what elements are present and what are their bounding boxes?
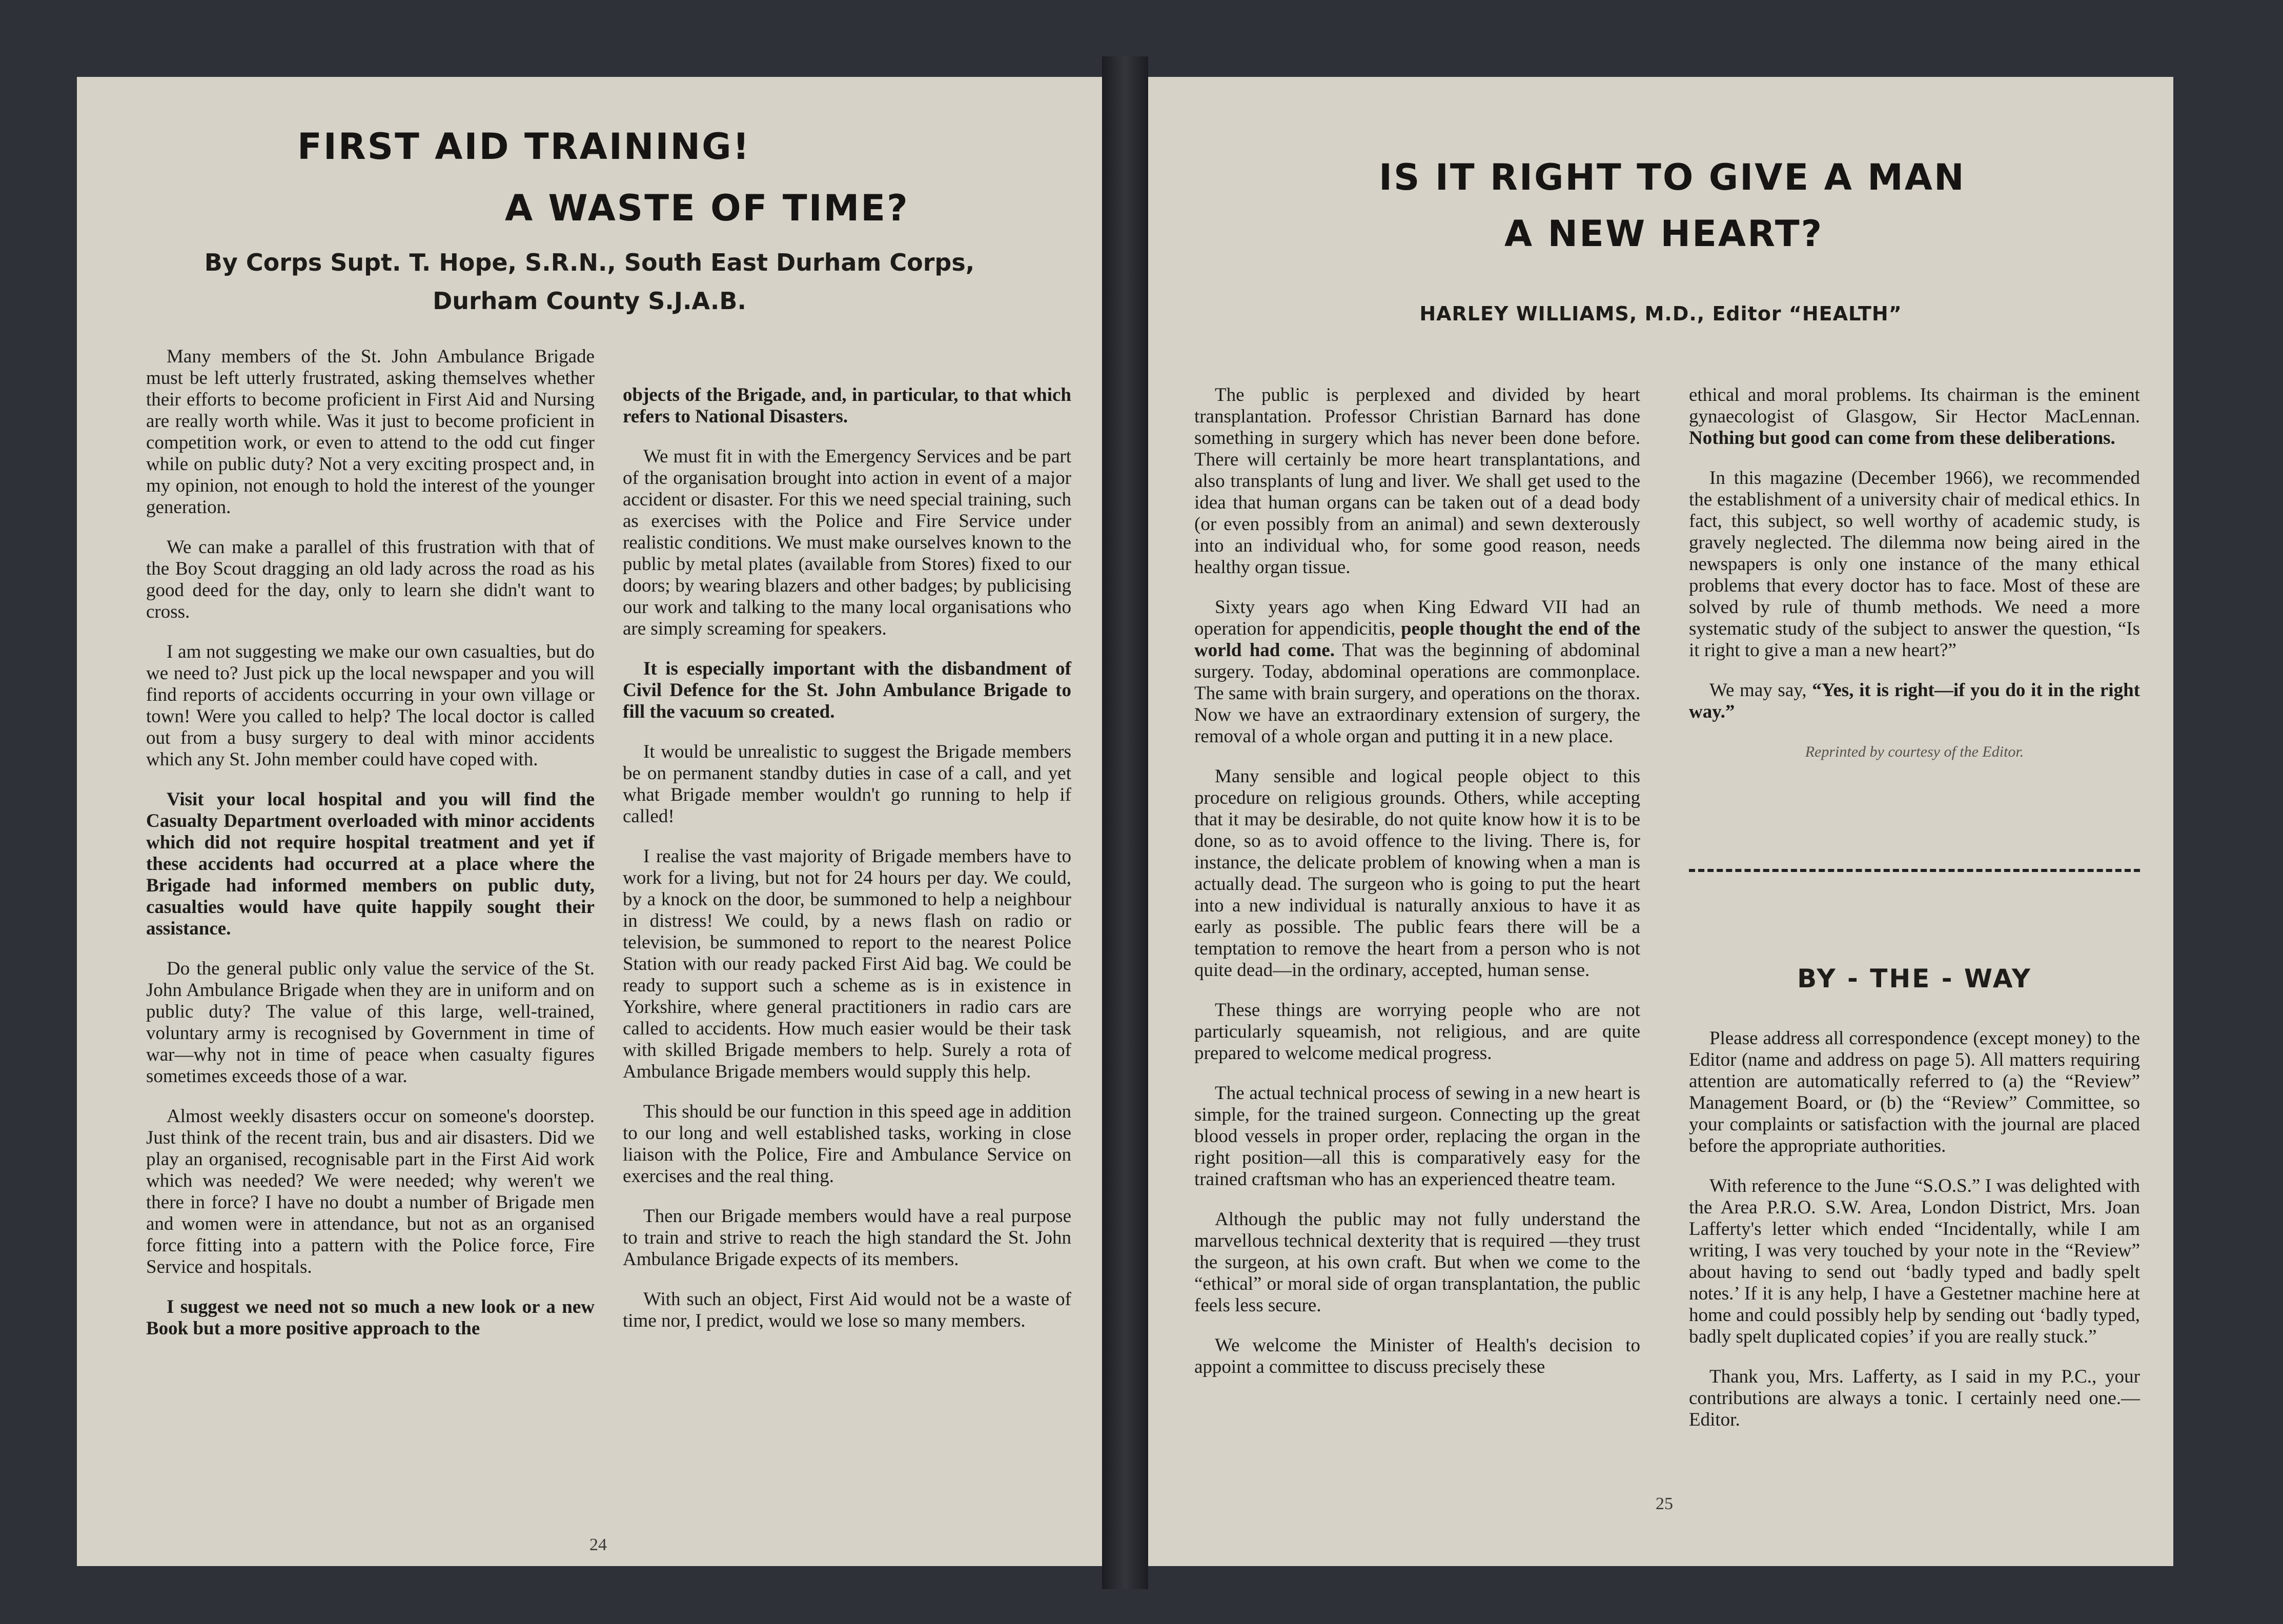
emphasis: people thought the end of the world had come. — [1194, 618, 1641, 661]
paragraph: It would be unrealistic to suggest the Brigade members be on permanent standby duties in case of a call, and yet what Brigade member wouldn't go running to help if called! — [623, 741, 1071, 827]
paragraph: The public is perplexed and divided by heart transplantation. Professor Christian Barnard has done something in surgery which has never been done before. There will certainly be more heart transplantations, and also transplants of lung and liver. We shall get used to the idea that human organs can be taken out of a dead body (or even possibly from an animal) and sewn dexterously into an individual who, for some good reason, needs healthy organ tissue. — [1194, 384, 1640, 578]
paragraph — [1194, 597, 1640, 747]
article-byline-line1: By Corps Supt. T. Hope, S.R.N., South East Durham Corps, — [204, 249, 975, 276]
right-column-1 — [1194, 384, 1640, 1396]
emphasis: Nothing but good can come from these deliberations. — [1689, 428, 2115, 449]
paragraph — [1689, 384, 2140, 449]
by-the-way-column — [1689, 1028, 2140, 1449]
paragraph-bold: Visit your local hospital and you will find the Casualty Department overloaded with minor accidents which did not require hospital treatment and yet if these accidents had occurred at a place where the Brigade had informed members on public duty, casualties would have quite happily sought their assistance. — [146, 789, 595, 939]
left-column-2 — [623, 384, 1071, 1350]
paragraph: Almost weekly disasters occur on someone's doorstep. Just think of the recent train, bus and air disasters. Did we play an organised, recognisable part in the First Aid work which was needed? We were needed; why weren't we there in force? I have no doubt a number of Brigade men and women were in attendance, but not as an organised force fitting into a pattern with the Police force, Fire Service and hospitals. — [146, 1106, 595, 1277]
paragraph-bold: objects of the Brigade, and, in particular, to that which refers to National Disasters. — [623, 384, 1071, 427]
left-column-1 — [146, 346, 595, 1358]
page-number: 24 — [589, 1535, 607, 1554]
paragraph: This should be our function in this speed age in addition to our long and well established tasks, working in close liaison with the Police, Fire and Ambulance Service on exercises and the real thing. — [623, 1101, 1071, 1187]
paragraph: We can make a parallel of this frustration with that of the Boy Scout dragging an old lady across the road as his good deed for the day, only to learn she didn't want to cross. — [146, 537, 595, 622]
paragraph-text: Sixty years ago when King Edward VII had an operation for appendicitis, — [1194, 597, 1640, 639]
paragraph: I am not suggesting we make our own casualties, but do we need to? Just pick up the local newspaper and you will find reports of accidents occurring in your own village or town! Were you called to help? The local doctor is called out from a busy surgery to deal with minor accidents which any St. John member could have coped with. — [146, 641, 595, 770]
paragraph: These things are worrying people who are not particularly squeamish, not religious, and are quite prepared to welcome medical progress. — [1194, 1000, 1640, 1064]
paragraph — [1689, 680, 2140, 723]
paragraph-text: We may say, — [1709, 680, 1807, 701]
reprint-credit: Reprinted by courtesy of the Editor. — [1805, 743, 2024, 760]
paragraph: Although the public may not fully understand the marvellous technical dexterity that is required —they trust the surgeon, at his own craft. But when we come to the “ethical” or moral side of organ transplantation, the public feels less secure. — [1194, 1209, 1640, 1316]
article-title-line1: FIRST AID TRAINING! — [297, 126, 751, 168]
page-number: 25 — [1656, 1494, 1673, 1513]
article-byline: HARLEY WILLIAMS, M.D., Editor “HEALTH” — [1419, 302, 1902, 325]
paragraph-bold: I suggest we need not so much a new look or a new Book but a more positive approach to the — [146, 1296, 595, 1339]
paragraph: With such an object, First Aid would not be a waste of time nor, I predict, would we lose so many members. — [623, 1289, 1071, 1331]
paragraph: Then our Brigade members would have a real purpose to train and strive to reach the high standard the St. John Ambulance Brigade expects of its members. — [623, 1206, 1071, 1270]
article-byline-line2: Durham County S.J.A.B. — [433, 287, 746, 315]
paragraph: Thank you, Mrs. Lafferty, as I said in my P.C., your contributions are always a tonic. I certainly need one.—Editor. — [1689, 1366, 2140, 1430]
left-page — [77, 77, 1102, 1566]
paragraph-bold: It is especially important with the disbandment of Civil Defence for the St. John Ambulance Brigade to fill the vacuum so created. — [623, 658, 1071, 722]
emphasis: “Yes, it is right—if you do it in the right way.” — [1689, 680, 2140, 722]
paragraph-text: ethical and moral problems. Its chairman is the eminent gynaecologist of Glasgow, Sir Hector MacLennan. — [1689, 384, 2140, 427]
paragraph: The actual technical process of sewing in a new heart is simple, for the trained surgeon. Connecting up the great blood vessels in proper order, replacing the organ in the right position—all this is comparatively easy for the trained craftsman who has an experienced theatre team. — [1194, 1083, 1640, 1190]
paragraph: Many members of the St. John Ambulance Brigade must be left utterly frustrated, asking themselves whether their efforts to become proficient in First Aid and Nursing are really worth while. Was it just to become proficient in competition work, or even to attend to the odd cut finger while on public duty? Not a very exciting prospect and, in my opinion, not enough to hold the interest of the younger generation. — [146, 346, 595, 518]
paragraph-text: That was the beginning of abdominal surgery. Today, abdominal operations are commonplace. The same with brain surgery, and operations on the thorax. Now we have an extraordinary extension of surgery, the removal of a whole organ and putting it in a new place. — [1194, 640, 1640, 747]
paragraph: I realise the vast majority of Brigade members have to work for a living, but not for 24 hours per day. We could, by a knock on the door, be summoned to help a neighbour in distress! We could, by a news flash on radio or television, be summoned to report to the nearest Police Station with our ready packed First Aid bag. We could be ready to support such a scheme as is in existence in Yorkshire, where general practitioners in radio cars are called to accidents. How much easier would be their task with skilled Brigade members to help. Surely a rota of Ambulance Brigade members would supply this help. — [623, 846, 1071, 1082]
paragraph: With reference to the June “S.O.S.” I was delighted with the Area P.R.O. S.W. Area, London District, Mrs. Joan Lafferty's letter which ended “Incidentally, while I am writing, I was very touched by your note in the “Review” about having to send out ‘badly typed and badly spelt notes.’ If it is any help, I have a Gestetner machine here at home and could possibly help by sending out ‘badly typed, badly spelt duplicated copies’ if you are really stuck.” — [1689, 1175, 2140, 1347]
paragraph: In this magazine (December 1966), we recommended the establishment of a university chair of medical ethics. In fact, this subject, so well worthy of academic study, is gravely neglected. The dilemma now being aired in the newspapers is only one instance of the many ethical problems that every doctor has to face. Most of these are solved by rule of thumb methods. We need a more systematic study of the subject to answer the question, “Is it right to give a man a new heart?” — [1689, 468, 2140, 661]
magazine-spine — [1102, 56, 1148, 1589]
paragraph: Please address all correspondence (except money) to the Editor (name and address on page 5). All matters requiring attention are automatically referred to (a) the “Review” Management Board, or (b) the “Review” Committee, so your complaints or satisfaction with the journal are placed before the appropriate authorities. — [1689, 1028, 2140, 1156]
right-page — [1148, 77, 2173, 1566]
section-divider — [1689, 869, 2140, 872]
article-title-line2: A NEW HEART? — [1504, 213, 1824, 255]
paragraph: We must fit in with the Emergency Services and be part of the organisation brought into action in event of a major accident or disaster. For this we need special training, such as exercises with the Police and Fire Service under realistic conditions. We must make ourselves known to the public by metal plates (available from Stores) fixed to our doors; by wearing blazers and other badges; by publicising our work and talking to the many local organisations who are simply screaming for speakers. — [623, 446, 1071, 639]
article-title-line2: A WASTE OF TIME? — [505, 187, 909, 229]
right-column-2 — [1689, 384, 2140, 781]
section-title-by-the-way: BY - THE - WAY — [1797, 964, 2032, 993]
article-title-line1: IS IT RIGHT TO GIVE A MAN — [1379, 156, 1966, 198]
paragraph: We welcome the Minister of Health's decision to appoint a committee to discuss precisely these — [1194, 1335, 1640, 1377]
paragraph: Many sensible and logical people object to this procedure on religious grounds. Others, while accepting that it may be desirable, do not quite know how it is to be done, so as to avoid offence to the living. There is, for instance, the delicate problem of knowing when a man is actually dead. The surgeon who is going to put the heart into a new individual is naturally anxious to have it as early as possible. The public fears there will be a temptation to remove the heart from a person who is not quite dead—in the ordinary, accepted, human sense. — [1194, 766, 1640, 981]
paragraph: Do the general public only value the service of the St. John Ambulance Brigade when they are in uniform and on public duty? The value of this large, well-trained, voluntary army is recognised by Government in time of war—why not in time of peace when casualty figures sometimes exceeds those of a war. — [146, 958, 595, 1087]
